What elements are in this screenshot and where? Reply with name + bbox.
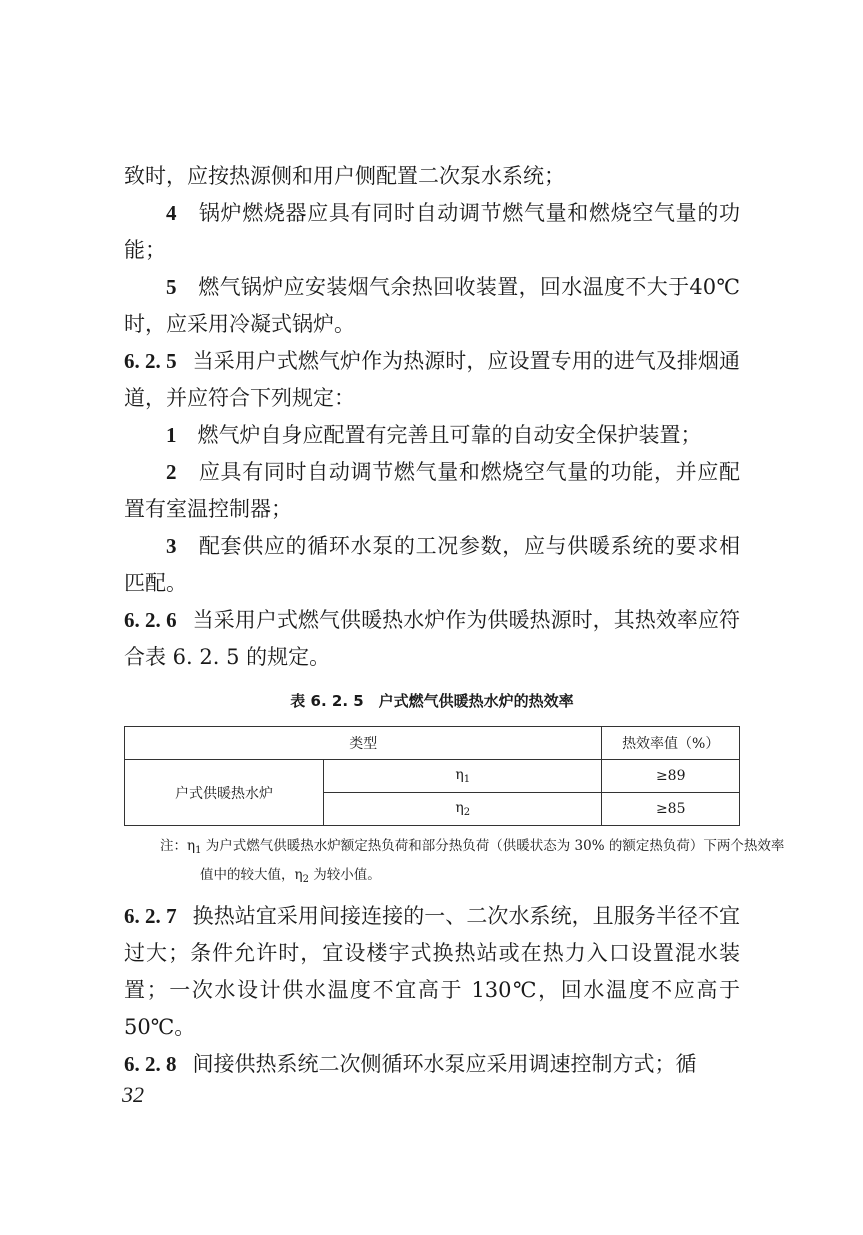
table-header-row bbox=[125, 727, 740, 760]
clause-6-2-8 bbox=[124, 1046, 740, 1083]
clause-6-2-5-item-1 bbox=[124, 417, 740, 454]
item-text: 锅炉燃烧器应具有同时自动调节燃气量和燃烧空气量的功能； bbox=[124, 201, 741, 262]
clause-text: 换热站宜采用间接连接的一、二次水系统，且服务半径不宜过大；条件允许时，宜设楼宇式换热站或在热力入口设置混水装置；一次水设计供水温度不宜高于 130℃，回水温度不应高于 50℃。 bbox=[124, 904, 740, 1039]
page-number: 32 bbox=[122, 1082, 144, 1107]
clause-number: 6. 2. 8 bbox=[124, 1052, 177, 1076]
clause-number: 6. 2. 7 bbox=[124, 904, 177, 928]
item-number: 4 bbox=[166, 201, 177, 225]
item-number: 1 bbox=[166, 423, 177, 447]
clause-6-2-5-item-3 bbox=[124, 528, 740, 602]
item-number: 2 bbox=[166, 460, 177, 484]
clause-6-2-6 bbox=[124, 602, 740, 676]
clause-text: 间接供热系统二次侧循环水泵应采用调速控制方式；循 bbox=[192, 1052, 697, 1076]
table-caption: 表 6. 2. 5 户式燃气供暖热水炉的热效率 bbox=[290, 692, 574, 710]
paragraph-continuation: 致时，应按热源侧和用户侧配置二次泵水系统； bbox=[124, 164, 565, 188]
clause-number: 6. 2. 6 bbox=[124, 608, 177, 632]
clause-number: 6. 2. 5 bbox=[124, 349, 177, 373]
item-text: 配套供应的循环水泵的工况参数，应与供暖系统的要求相匹配。 bbox=[124, 534, 741, 595]
item-number: 5 bbox=[166, 275, 177, 299]
clause-text: 当采用户式燃气炉作为热源时，应设置专用的进气及排烟通道，并应符合下列规定： bbox=[124, 349, 740, 410]
clause-6-2-5 bbox=[124, 343, 740, 417]
row-label: 户式供暖热水炉 bbox=[125, 760, 324, 826]
item-number: 3 bbox=[166, 534, 177, 558]
eta1-cell: $\eta_1$ bbox=[324, 760, 602, 793]
clause-6-2-5-item-2 bbox=[124, 454, 740, 528]
item-text: 燃气炉自身应配置有完善且可靠的自动安全保护装置； bbox=[197, 423, 702, 447]
table-note: 注：$\eta_1$ 为户式燃气供暖热水炉额定热负荷和部分热负荷（供暖状态为 30% 的额定热负荷）下两个热效率值中的较大值，$\eta_2$ 为较小值。 bbox=[160, 838, 785, 885]
efficiency-table bbox=[124, 726, 740, 826]
clause-text: 当采用户式燃气供暖热水炉作为供暖热源时，其热效率应符合表 6. 2. 5 的规定。 bbox=[124, 608, 740, 669]
item-4 bbox=[124, 195, 740, 269]
item-5 bbox=[124, 269, 740, 343]
item-text: 应具有同时自动调节燃气量和燃烧空气量的功能，并应配置有室温控制器； bbox=[124, 460, 741, 521]
clause-6-2-7 bbox=[124, 898, 740, 1046]
header-value: 热效率值（%） bbox=[602, 727, 740, 760]
header-type: 类型 bbox=[125, 727, 602, 760]
item-text: 燃气锅炉应安装烟气余热回收装置，回水温度不大于40℃时，应采用冷凝式锅炉。 bbox=[124, 275, 740, 336]
eta2-value: ≥85 bbox=[602, 793, 740, 826]
eta2-cell: $\eta_2$ bbox=[324, 793, 602, 826]
table-row bbox=[125, 760, 740, 793]
eta1-value: ≥89 bbox=[602, 760, 740, 793]
